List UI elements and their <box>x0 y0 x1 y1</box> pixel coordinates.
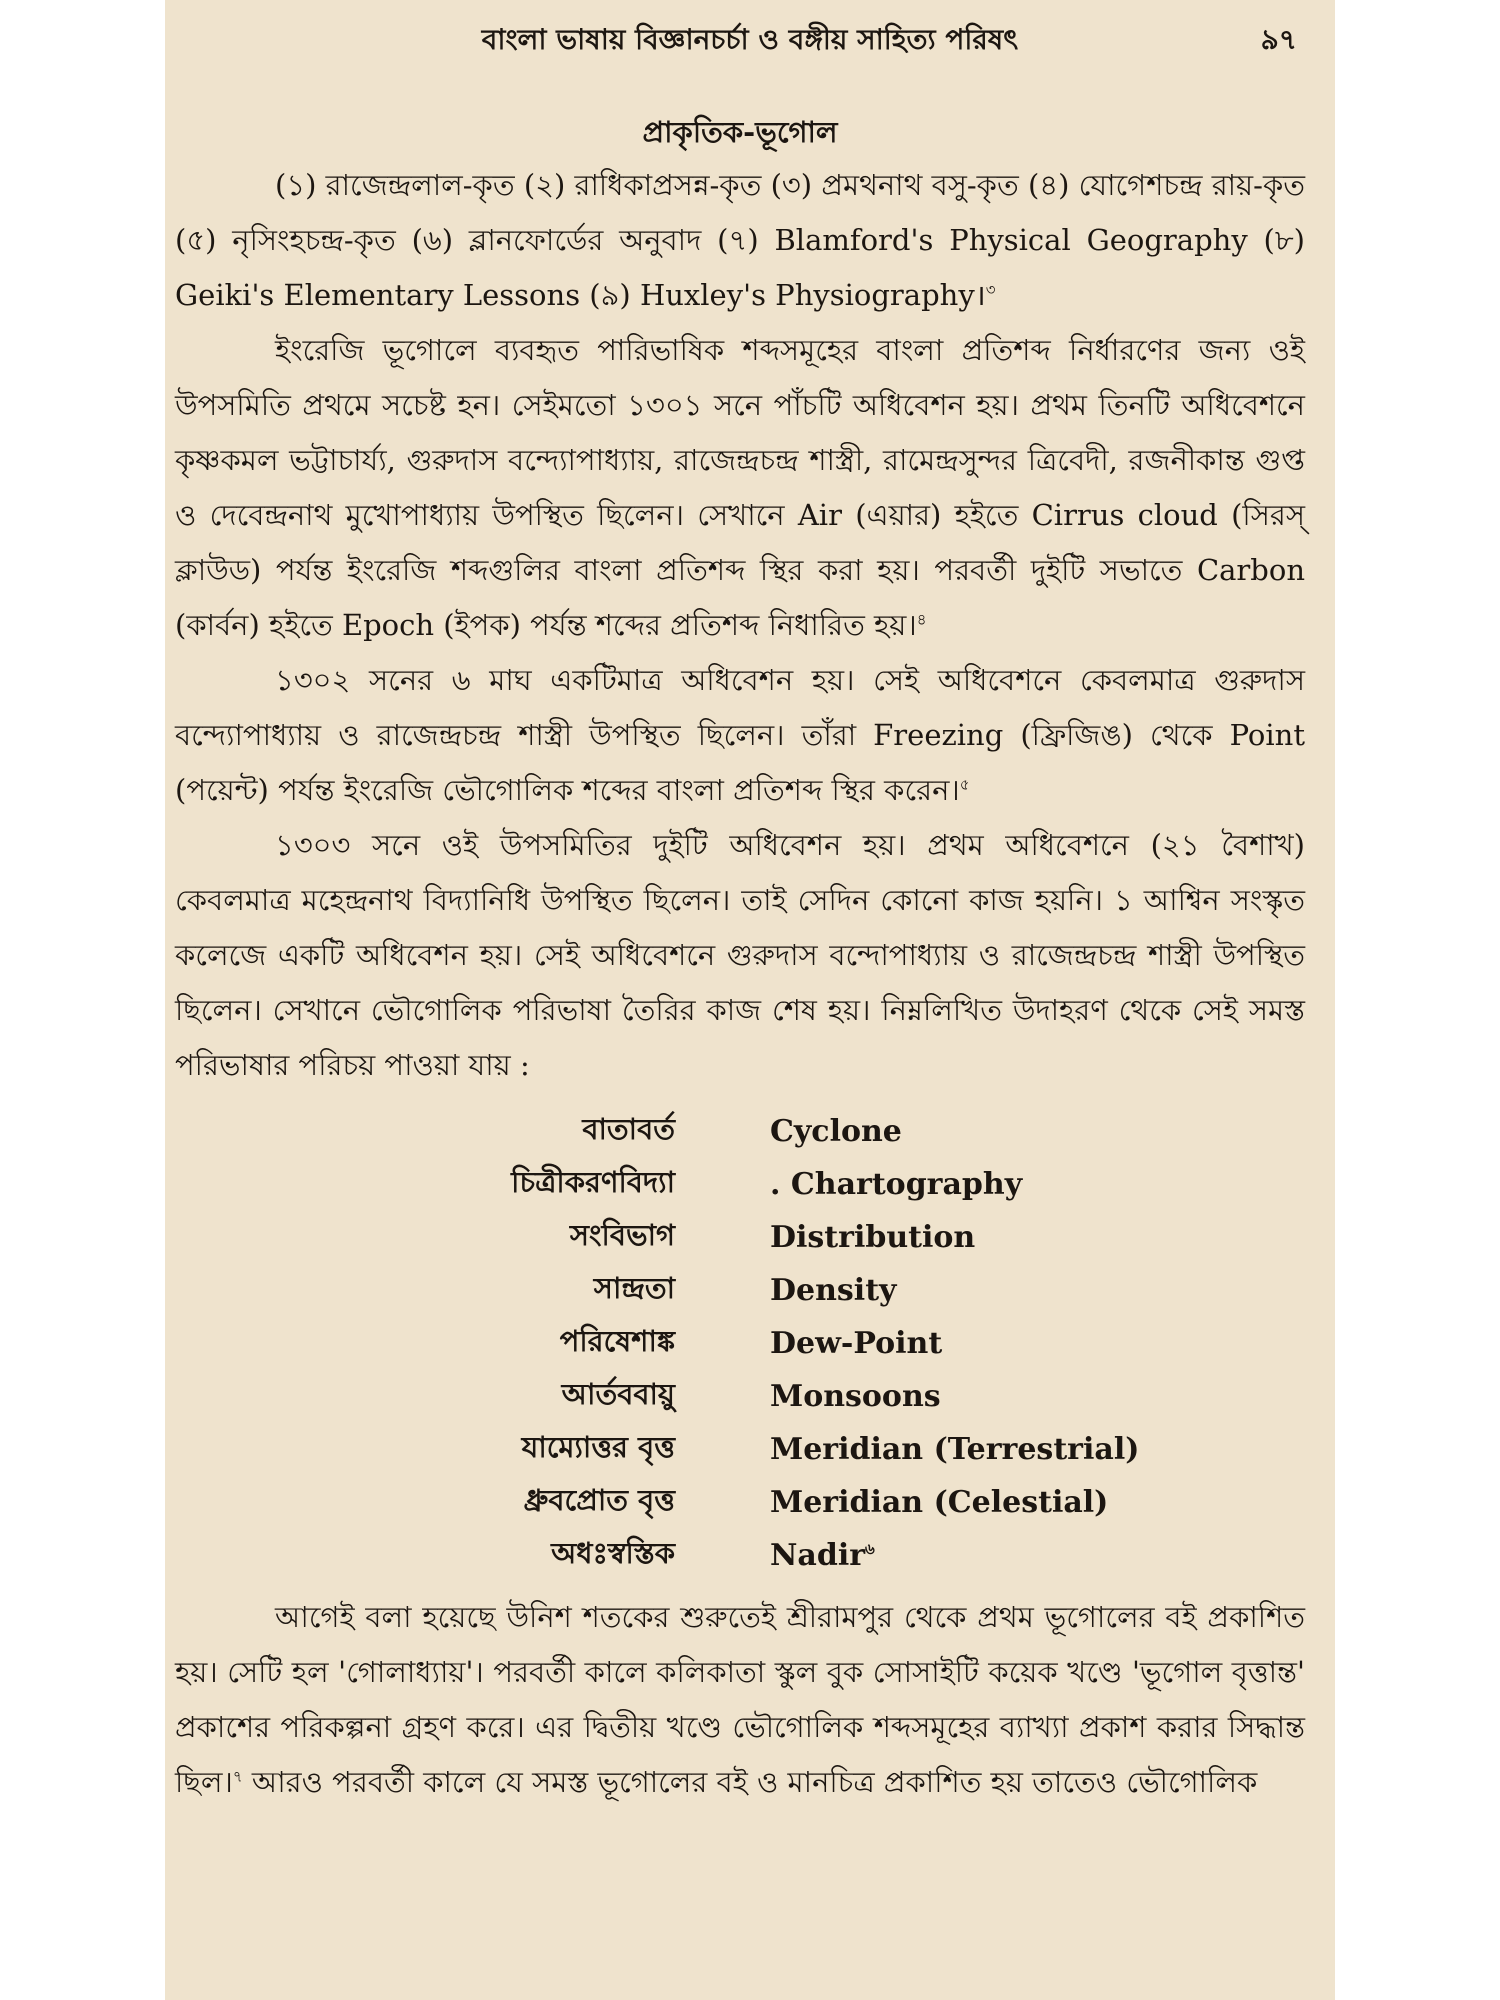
footnote-marker: ৬ <box>865 1540 875 1558</box>
section-title: প্রাকৃতিক-ভূগোল <box>642 115 838 149</box>
body-paragraph <box>175 323 1305 653</box>
bengali-term: অধঃস্বস্তিক <box>551 1536 675 1570</box>
english-term: . Chartography <box>770 1167 1023 1202</box>
english-term: Distribution <box>770 1220 976 1255</box>
glossary-row <box>175 1476 1305 1529</box>
body-paragraph <box>175 818 1305 1093</box>
english-term: Meridian (Celestial) <box>770 1485 1109 1520</box>
paragraph-text: আগেই বলা হয়েছে উনিশ শতকের শুরুতেই শ্রীরামপুর থেকে প্রথম ভূগোলের বই প্রকাশিত হয়। সেটি হল 'গোলাধ্যায়'। পরবর্তী কালে কলিকাতা স্কুল বুক সোসাইটি কয়েক খণ্ডে 'ভূগোল বৃত্তান্ত' প্রকাশের পরিকল্পনা গ্রহণ করে। এর দ্বিতীয় খণ্ডে ভৌগোলিক শব্দসমূহের ব্যাখ্যা প্রকাশ করার সিদ্ধান্ত ছিল। <box>175 1600 1305 1799</box>
glossary-row <box>175 1264 1305 1317</box>
bengali-term: বাতাবর্ত <box>582 1112 675 1146</box>
body-paragraph <box>175 653 1305 818</box>
bengali-term: সংবিভাগ <box>569 1218 675 1252</box>
bengali-term: যাম্যোত্তর বৃত্ত <box>521 1430 675 1464</box>
source-list-paragraph <box>175 158 1305 323</box>
english-term: Meridian (Terrestrial) <box>770 1432 1140 1467</box>
glossary-row <box>175 1211 1305 1264</box>
glossary-row <box>175 1423 1305 1476</box>
glossary-row <box>175 1105 1305 1158</box>
english-term: Monsoons <box>770 1379 941 1414</box>
paragraph-text: ১৩০২ সনের ৬ মাঘ একটিমাত্র অধিবেশন হয়। সেই অধিবেশনে কেবলমাত্র গুরুদাস বন্দ্যোপাধ্যায় ও রাজেন্দ্রচন্দ্র শাস্ত্রী উপস্থিত ছিলেন। তাঁরা Freezing (ফ্রিজিঙ) থেকে Point (পয়েন্ট) পর্যন্ত ইংরেজি ভৌগোলিক শব্দের বাংলা প্রতিশব্দ স্থির করেন। <box>175 663 1305 807</box>
paragraph-text: ইংরেজি ভূগোলে ব্যবহৃত পারিভাষিক শব্দসমূহের বাংলা প্রতিশব্দ নির্ধারণের জন্য ওই উপসমিতি প্রথমে সচেষ্ট হন। সেইমতো ১৩০১ সনে পাঁচটি অধিবেশন হয়। প্রথম তিনটি অধিবেশনে কৃষ্ণকমল ভট্টাচার্য্য, গুরুদাস বন্দ্যোপাধ্যায়, রাজেন্দ্রচন্দ্র শাস্ত্রী, রামেন্দ্রসুন্দর ত্রিবেদী, রজনীকান্ত গুপ্ত ও দেবেন্দ্রনাথ মুখোপাধ্যায় উপস্থিত ছিলেন। সেখানে Air (এয়ার) হইতে Cirrus cloud (সিরস্ ক্লাউড) পর্যন্ত ইংরেজি শব্দগুলির বাংলা প্রতিশব্দ স্থির করা হয়। পরবর্তী দুইটি সভাতে Carbon (কার্বন) হইতে Epoch (ইপক) পর্যন্ত শব্দের প্রতিশব্দ নিধারিত হয়। <box>175 333 1305 642</box>
glossary-term-list <box>175 1105 1305 1582</box>
page-number: ৯৭ <box>1260 23 1297 56</box>
english-term: Cyclone <box>770 1114 902 1149</box>
book-page <box>165 0 1335 2000</box>
running-title: বাংলা ভাষায় বিজ্ঞানচর্চা ও বঙ্গীয় সাহিত্য পরিষৎ <box>481 23 1019 56</box>
glossary-row <box>175 1317 1305 1370</box>
english-term: Dew-Point <box>770 1326 943 1361</box>
paragraph-continuation: আরও পরবর্তী কালে যে সমস্ত ভূগোলের বই ও মানচিত্র প্রকাশিত হয় তাতেও ভৌগোলিক <box>242 1765 1258 1799</box>
english-term <box>770 1538 875 1573</box>
glossary-row <box>175 1370 1305 1423</box>
glossary-row <box>175 1529 1305 1582</box>
bengali-term: আর্তববায়ু <box>561 1377 675 1411</box>
paragraph-text: ১৩০৩ সনে ওই উপসমিতির দুইটি অধিবেশন হয়। প্রথম অধিবেশনে (২১ বৈশাখ) কেবলমাত্র মহেন্দ্রনাথ বিদ্যানিধি উপস্থিত ছিলেন। তাই সেদিন কোনো কাজ হয়নি। ১ আশ্বিন সংস্কৃত কলেজে একটি অধিবেশন হয়। সেই অধিবেশনে গুরুদাস বন্দোপাধ্যায় ও রাজেন্দ্রচন্দ্র শাস্ত্রী উপস্থিত ছিলেন। সেখানে ভৌগোলিক পরিভাষা তৈরির কাজ শেষ হয়। নিম্নলিখিত উদাহরণ থেকে সেই সমস্ত পরিভাষার পরিচয় পাওয়া যায় : <box>175 828 1305 1082</box>
bengali-term: ধ্রুবপ্রোত বৃত্ত <box>523 1483 675 1517</box>
english-term: Density <box>770 1273 897 1308</box>
bengali-term: চিত্রীকরণবিদ্যা <box>511 1165 675 1199</box>
running-header <box>165 18 1335 62</box>
source-list-text: (১) রাজেন্দ্রলাল-কৃত (২) রাধিকাপ্রসন্ন-কৃত (৩) প্রমথনাথ বসু-কৃত (৪) যোগেশচন্দ্র রায়-কৃত (৫) নৃসিংহচন্দ্র-কৃত (৬) ব্লানফোর্ডের অনুবাদ (৭) Blamford's Physical Geography (৮) Geiki's Elementary Lessons (৯) Huxley's Physiography। <box>175 168 1305 312</box>
footnote-marker: ৫ <box>959 775 970 794</box>
glossary-row <box>175 1158 1305 1211</box>
bengali-term: সান্দ্রতা <box>593 1271 675 1305</box>
footnote-marker: ৪ <box>916 610 927 629</box>
bengali-term: পরিষেশাঙ্ক <box>559 1324 675 1358</box>
footnote-marker: ৩ <box>985 280 996 299</box>
english-term-text: Nadir <box>770 1538 866 1573</box>
page-body <box>175 112 1305 1810</box>
footnote-marker: ৭ <box>232 1767 243 1786</box>
closing-paragraph <box>175 1590 1305 1810</box>
